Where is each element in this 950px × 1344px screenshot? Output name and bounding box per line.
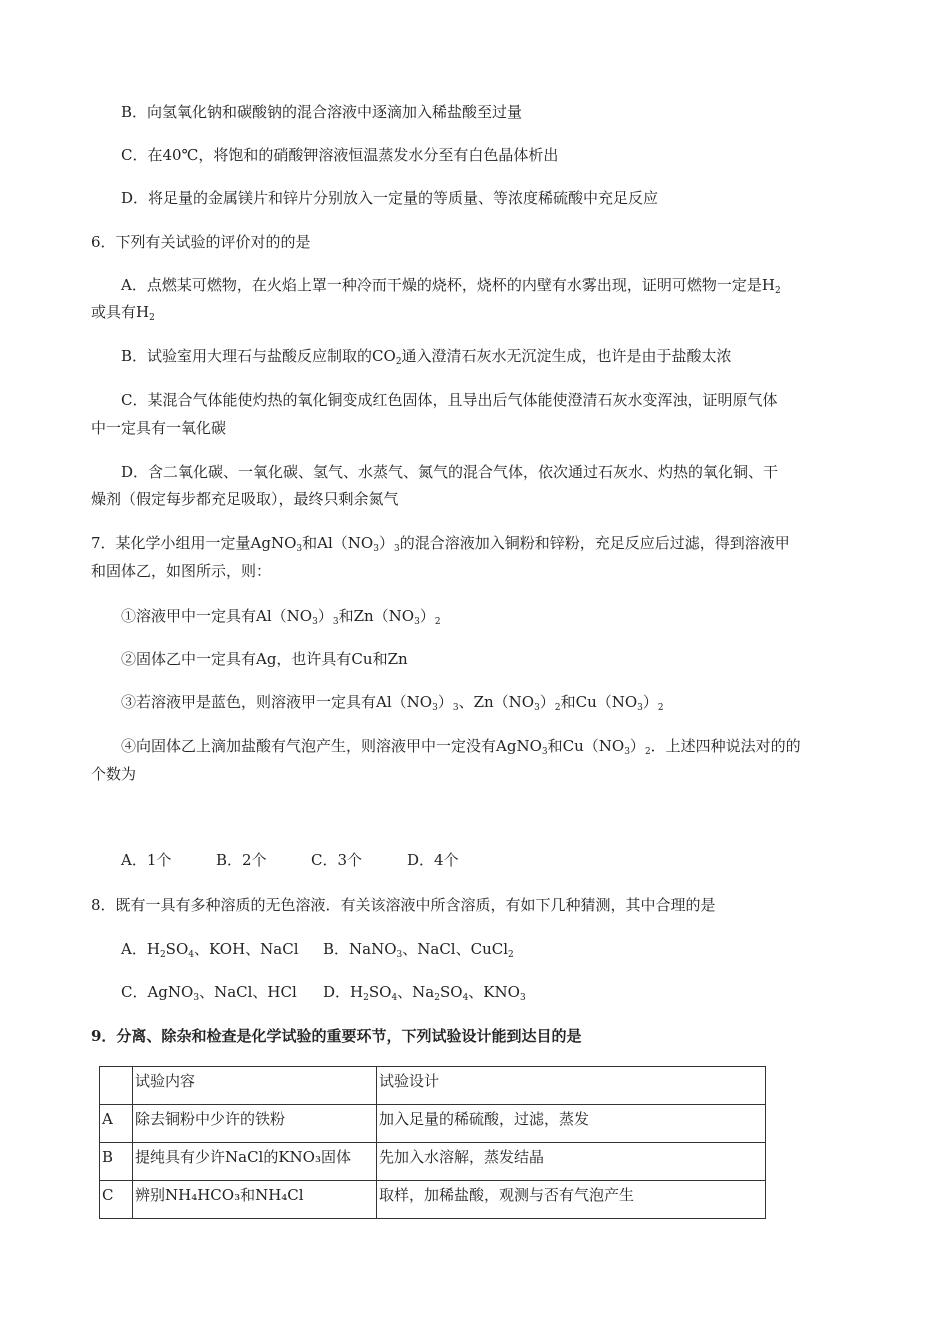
q6-option-a-cont: 或具有$H_2$: [91, 303, 155, 323]
table-cell: 加入足量的稀硫酸，过滤，蒸发: [377, 1105, 766, 1143]
table-header-cell: [100, 1067, 133, 1105]
q7-option-d: D．4个: [407, 851, 459, 869]
q8-option-c: C．AgNO$_3$、NaCl、HCl: [121, 983, 297, 1003]
table-cell: 辨别NH₄HCO₃和NH₄Cl: [133, 1181, 377, 1219]
q6-option-c: C．某混合气体能使灼热的氧化铜变成红色固体，且导出后气体能使澄清石灰水变浑浊，证明原气体: [121, 391, 778, 409]
table-row: [100, 1181, 766, 1219]
table-header-cell: 试验内容: [133, 1067, 377, 1105]
q7-options: [121, 850, 459, 870]
q6-option-c-cont: 中一定具有一氧化碳: [91, 419, 227, 437]
q7-statement-3: ③若溶液甲是蓝色，则溶液甲一定具有$Al(NO_3)_3$、$Zn(NO_3)_2$和$Cu(NO_3)_2$: [121, 693, 664, 713]
q6-option-b: B．试验室用大理石与盐酸反应制取的$CO_2$通入澄清石灰水无沉淀生成，也许是由于盐酸太浓: [121, 347, 732, 367]
table-cell: C: [100, 1181, 133, 1219]
table-cell: 提纯具有少许NaCl的KNO₃固体: [133, 1143, 377, 1181]
q6-option-a: A．点燃某可燃物，在火焰上罩一种冷而干燥的烧杯，烧杯的内壁有水雾出现，证明可燃物一定是$H_2$: [121, 276, 781, 296]
q8-options-row2: [121, 982, 526, 1002]
table-header-cell: 试验设计: [377, 1067, 766, 1105]
table-cell: B: [100, 1143, 133, 1181]
q8-stem: 8．既有一具有多种溶质的无色溶液．有关该溶液中所含溶质，有如下几种猜测，其中合理的是: [91, 896, 716, 914]
q5-option-b: B．向氢氧化钠和碳酸钠的混合溶液中逐滴加入稀盐酸至过量: [121, 103, 523, 121]
q7-stem-cont: 和固体乙，如图所示，则：: [91, 562, 272, 580]
q8-option-b: B．NaNO$_3$、NaCl、CuCl$_2$: [323, 940, 514, 960]
q7-option-b: B．2个: [216, 851, 267, 869]
q8-option-d: D．$H_2SO_4$、$Na_2SO_4$、$KNO_3$: [323, 983, 526, 1003]
q8-option-a: A．$H_2SO_4$、KOH、NaCl: [121, 940, 299, 960]
q7-statement-2: ②固体乙中一定具有Ag，也许具有Cu和Zn: [121, 650, 408, 668]
table-cell: 先加入水溶解，蒸发结晶: [377, 1143, 766, 1181]
q7-statement-4-cont: 个数为: [91, 765, 137, 783]
q6-option-d-cont: 燥剂（假定每步都充足吸取），最终只剩余氮气: [91, 490, 399, 508]
q8-options-row1: [121, 939, 514, 959]
q7-statement-4: ④向固体乙上滴加盐酸有气泡产生，则溶液甲中一定没有AgNO$_3$和$Cu(NO_3)_2$．上述四种说法对的的: [121, 737, 801, 757]
table-cell: A: [100, 1105, 133, 1143]
q5-option-d: D．将足量的金属镁片和锌片分别放入一定量的等质量、等浓度稀硫酸中充足反应: [121, 189, 659, 207]
q7-statement-1: ①溶液甲中一定具有$Al(NO_3)_3$和$Zn(NO_3)_2$: [121, 607, 441, 627]
q7-option-a: A．1个: [121, 851, 172, 869]
table-row: [100, 1105, 766, 1143]
q9-experiment-table: [99, 1066, 766, 1219]
q7-stem: 7．某化学小组用一定量AgNO$_3$和$Al(NO_3)_3$的混合溶液加入铜粉和锌粉，充足反应后过滤，得到溶液甲: [91, 534, 790, 554]
q6-option-d: D．含二氧化碳、一氧化碳、氢气、水蒸气、氮气的混合气体，依次通过石灰水、灼热的氧化铜、干: [121, 463, 779, 481]
q6-stem: 6．下列有关试验的评价对的的是: [91, 233, 311, 251]
table-cell: 除去铜粉中少许的铁粉: [133, 1105, 377, 1143]
table-cell: 取样，加稀盐酸，观测与否有气泡产生: [377, 1181, 766, 1219]
q5-option-c: C．在40℃，将饱和的硝酸钾溶液恒温蒸发水分至有白色晶体析出: [121, 146, 559, 164]
table-row: [100, 1143, 766, 1181]
table-header-row: [100, 1067, 766, 1105]
q9-stem: 9．分离、除杂和检查是化学试验的重要环节，下列试验设计能到达目的是: [91, 1027, 582, 1045]
q7-option-c: C．3个: [311, 851, 363, 869]
